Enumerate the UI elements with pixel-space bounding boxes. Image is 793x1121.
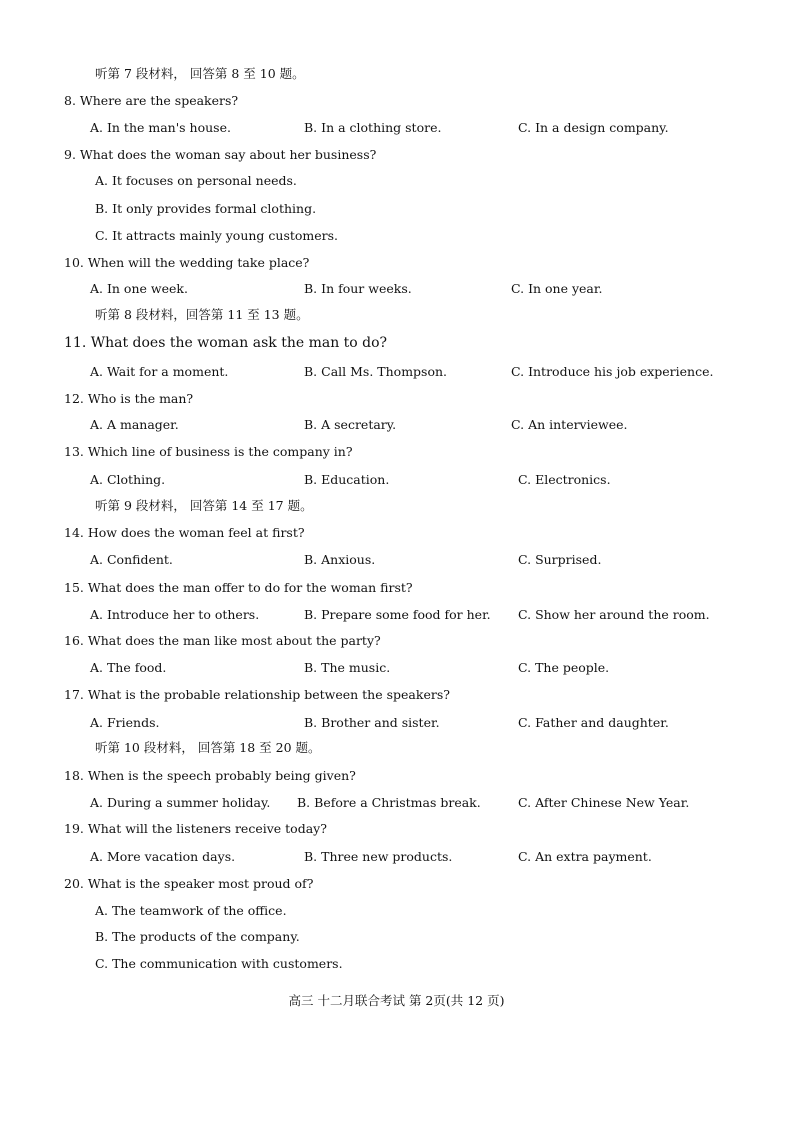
option-8a[interactable]: A. In the man's house. [90,120,231,135]
option-9c[interactable]: C. It attracts mainly young customers. [95,228,339,243]
option-10b[interactable]: B. In four weeks. [304,281,412,296]
question-18: 18. When is the speech probably being given? [64,768,356,783]
question-12: 12. Who is the man? [64,391,194,406]
option-11c[interactable]: C. Introduce his job experience. [511,364,714,379]
question-10: 10. When will the wedding take place? [64,255,310,270]
option-9b[interactable]: B. It only provides formal clothing. [95,201,317,216]
option-16a[interactable]: A. The food. [90,660,167,675]
option-18b[interactable]: B. Before a Christmas break. [297,795,481,810]
option-13c[interactable]: C. Electronics. [518,472,611,487]
option-18c[interactable]: C. After Chinese New Year. [518,795,690,810]
question-15: 15. What does the man offer to do for the woman first? [64,580,413,595]
option-12b[interactable]: B. A secretary. [304,417,397,432]
option-13a[interactable]: A. Clothing. [90,472,166,487]
option-20b[interactable]: B. The products of the company. [95,929,300,944]
option-11b[interactable]: B. Call Ms. Thompson. [304,364,448,379]
option-8b[interactable]: B. In a clothing store. [304,120,442,135]
question-13: 13. Which line of business is the company in? [64,444,353,459]
option-14b[interactable]: B. Anxious. [304,552,376,567]
option-16c[interactable]: C. The people. [518,660,610,675]
option-20a[interactable]: A. The teamwork of the office. [95,903,287,918]
question-11: 11. What does the woman ask the man to do? [64,335,388,351]
option-15a[interactable]: A. Introduce her to others. [90,607,260,622]
option-19c[interactable]: C. An extra payment. [518,849,652,864]
question-20: 20. What is the speaker most proud of? [64,876,314,891]
question-19: 19. What will the listeners receive today? [64,821,327,836]
option-10a[interactable]: A. In one week. [90,281,188,296]
option-15b[interactable]: B. Prepare some food for her. [304,607,491,622]
option-11a[interactable]: A. Wait for a moment. [90,364,229,379]
section-heading-7: 听第 7 段材料， 回答第 8 至 10 题。 [95,66,305,81]
question-16: 16. What does the man like most about the party? [64,633,381,648]
question-9: 9. What does the woman say about her business? [64,147,377,162]
option-10c[interactable]: C. In one year. [511,281,603,296]
option-16b[interactable]: B. The music. [304,660,391,675]
option-17a[interactable]: A. Friends. [90,715,160,730]
question-17: 17. What is the probable relationship between the speakers? [64,687,450,702]
section-heading-10: 听第 10 段材料， 回答第 18 至 20 题。 [95,740,321,755]
option-8c[interactable]: C. In a design company. [518,120,669,135]
question-14: 14. How does the woman feel at first? [64,525,305,540]
option-19a[interactable]: A. More vacation days. [90,849,236,864]
question-8: 8. Where are the speakers? [64,93,239,108]
option-17c[interactable]: C. Father and daughter. [518,715,669,730]
option-19b[interactable]: B. Three new products. [304,849,453,864]
option-12c[interactable]: C. An interviewee. [511,417,628,432]
option-13b[interactable]: B. Education. [304,472,390,487]
option-18a[interactable]: A. During a summer holiday. [90,795,271,810]
section-heading-9: 听第 9 段材料， 回答第 14 至 17 题。 [95,498,313,513]
option-12a[interactable]: A. A manager. [90,417,179,432]
option-15c[interactable]: C. Show her around the room. [518,607,710,622]
option-9a[interactable]: A. It focuses on personal needs. [95,173,297,188]
section-heading-8: 听第 8 段材料，回答第 11 至 13 题。 [95,307,309,322]
option-14a[interactable]: A. Confident. [90,552,173,567]
option-20c[interactable]: C. The communication with customers. [95,956,343,971]
page-footer: 高三 十二月联合考试 第 2页(共 12 页) [288,993,505,1008]
option-17b[interactable]: B. Brother and sister. [304,715,440,730]
option-14c[interactable]: C. Surprised. [518,552,602,567]
